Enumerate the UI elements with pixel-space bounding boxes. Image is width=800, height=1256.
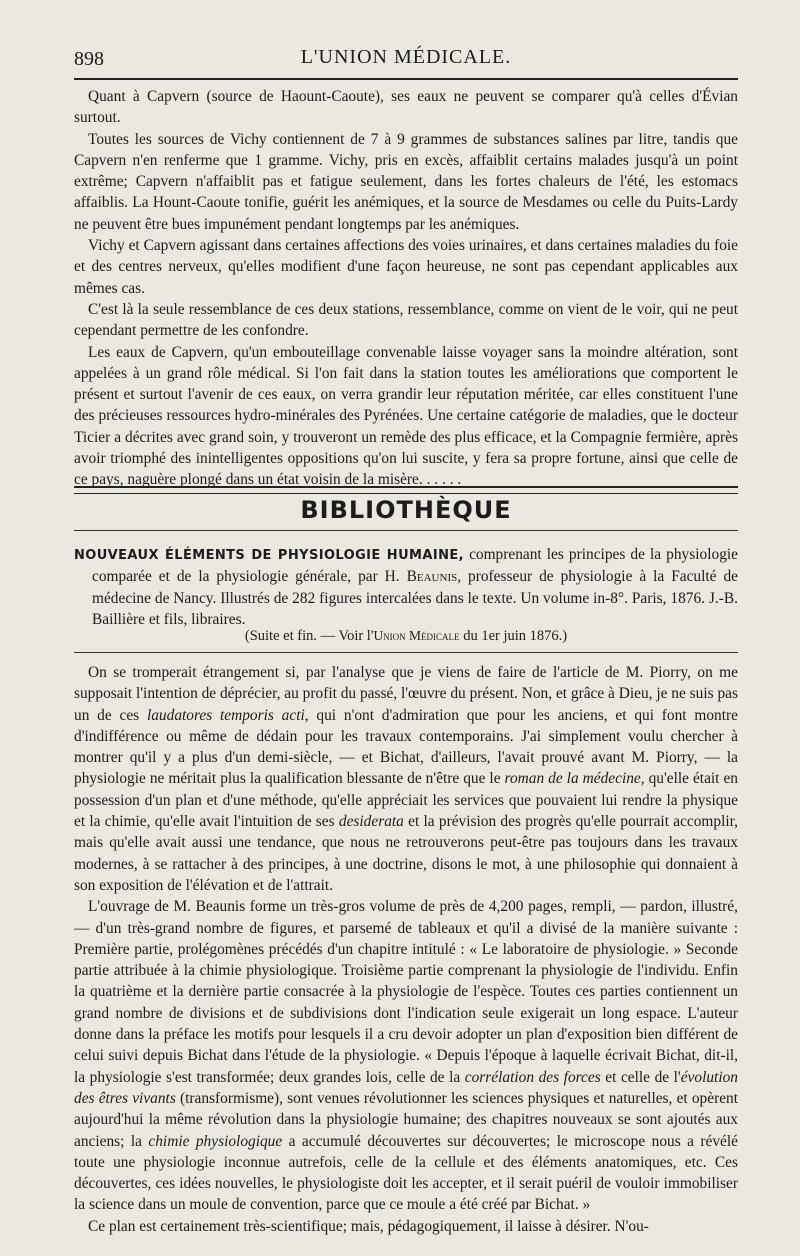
text-run: , qu'elle était en possession d'un plan et d'une méthode, qu'elle appréciait les services que pouvaient lui rendre la physique et la chimie, qu'elle avait l'intuition de ses — [74, 770, 738, 831]
paragraph: Vichy et Capvern agissant dans certaines affections des voies urinaires, et dans certaines maladies du foie et des centres nerveux, qu'elles modifient d'une façon heureuse, ne sont pas cependant applicables aux mêmes cas. — [74, 237, 738, 297]
short-rule — [74, 652, 738, 653]
running-title: L'UNION MÉDICALE. — [300, 46, 512, 68]
text-run: et celle de l' — [600, 1068, 681, 1086]
italic-phrase: desiderata — [338, 813, 404, 831]
book-description-continued: , professeur de physiologie à la Faculté de médecine de Nancy. Illustrés de 282 figures intercalées dans le texte. Un volume in-8°. Paris, 1876. J.-B. Baillière et fils, libraires. — [92, 568, 738, 628]
heading-rule — [74, 530, 738, 531]
latin-phrase: laudatores temporis acti — [146, 706, 305, 724]
paragraph-text: Les eaux de Capvern, qu'un embouteillage convenable laisse voyager sans la moindre altération, sont appelées à un grand rôle médical. Si l'on fait dans la station toutes les améliorations que comportent le présent et surtout l'avenir de ces eaux, on verra grandir leur réputation méritée, car elles constituent l'une des précieuses ressources hydro-minérales des Pyrénées. Une certaine catégorie de maladies, que le docteur Ticier a décrites avec grand soin, y trouveront un remède des plus efficace, et la Compagnie fermière, après avoir triomphé des inintelligentes oppositions qu'on lui suscite, y fera sa propre fortune, ainsi que celle de ce pays, naguère plongé dans un état voisin de la misère. — [74, 343, 738, 489]
paragraph: Toutes les sources de Vichy contiennent de 7 à 9 grammes de substances salines par litre, tandis que Capvern n'en renferme que 1 gramme. Vichy, pris en excès, affaiblit certains malades jusqu'à un point extrême; Capvern n'affaiblit pas et fatigue seulement, dans les fortes chaleurs de l'été, les estomacs affaiblis. La Hount-Caoute tonifie, guérit les anémiques, et la source de Mesdames ou celle du Puits-Lardy ne peuvent être bues impunément pendant longtemps par les anémiques. — [74, 130, 738, 233]
continuation-date: du 1er juin 1876.) — [459, 628, 568, 644]
text-run: , qui n'ont d'admiration que pour les anciens, et qui font montre d'indifférence ou même de dédain pour les travaux contemporains. J'ai simplement voulu chercher à montrer qu'il y a plus d'un demi-siècle, — et Bichat, d'ailleurs, l'avait prouvé avant M. Piorry, — la physiologie ne méritait plus la qualification blessante de n'être que le — [74, 706, 738, 788]
text-run: On se tromperait étrangement si, par l'analyse que je viens de faire de l'article de M. Piorry, on me supposait l'intention de déprécier, au profit du passé, l'œuvre du présent. Non, et grâce à Dieu, je ne suis pas un de ces — [74, 664, 738, 724]
review-text — [74, 662, 738, 1237]
continuation-text: (Suite et fin. — Voir l' — [244, 628, 374, 644]
text-run: (transformisme), sont venues révolutionner les sciences physiques et naturelles, et opèrent aujourd'hui la même révolution dans la physiologie humaine; des chapitres nouveaux se sont ajoutés aux anciens; la — [74, 1089, 738, 1150]
italic-phrase: corrélation des forces — [464, 1068, 601, 1086]
paragraph: Quant à Capvern (source de Haount-Caoute), ses eaux ne peuvent se comparer qu'à celles d'Évian surtout. — [74, 88, 738, 127]
continuation-note — [74, 628, 738, 645]
paragraph: Ce plan est certainement très-scientifique; mais, pédagogiquement, il laisse à désirer. N'ou- — [88, 1217, 649, 1235]
paragraph: C'est là la seule ressemblance de ces deux stations, ressemblance, comme on vient de le voir, qui ne peut cependant permettre de les confondre. — [74, 300, 738, 340]
italic-phrase: roman de la médecine — [504, 770, 641, 788]
text-run: a accumulé découvertes sur découvertes; le microscope nous a révélé toute une physiologie inconnue autrefois, celle de la cellule et des éléments anatomiques, etc. Ces découvertes, ces idées nouvelles, le physiologiste doit les accepter, et il serait puéril de vouloir immobiliser la science dans un moule de convention, parce que ce moule a été créé par Bichat. » — [74, 1132, 738, 1214]
header-rule — [74, 78, 738, 80]
page-header — [74, 44, 738, 70]
text-run: et la prévision des progrès qu'elle pourrait accomplir, mais qu'elle avait aussi une tendance, que nous ne retrouverons peut-être pas toujours dans les travaux modernes, à se rattacher à des principes, à une doctrine, disons le mot, à une philosophie qui donnaient à son exposition de l'élévation et de l'attrait. — [74, 813, 739, 894]
book-description: comprenant les principes de la physiologie comparée et de la physiologie générale, par H. — [92, 546, 738, 586]
section-divider — [74, 486, 738, 494]
section-title: BIBLIOTHÈQUE — [300, 496, 512, 524]
italic-phrase: évolution des êtres vivants — [74, 1068, 738, 1107]
italic-phrase: chimie physiologique — [148, 1132, 283, 1150]
text-run: L'ouvrage de M. Beaunis forme un très-gros volume de près de 4,200 pages, rempli, — pardon, illustré, — d'un très-grand nombre de figures, et parsemé de tableaux et qu'il a divisé de la manière suivante : Première partie, prolégomènes précédés d'un chapitre intitulé : « Le laboratoire de physiologie. » Seconde partie attribuée à la chimie physiologique. Troisième partie comprenant la physiologie de l'individu. Enfin la quatrième et la dernière partie consacrée à la physiologie de l'espèce. Toutes ces parties contiennent un grand nombre de divisions et de subdivisions dont l'indication seule exigerait un long espace. L'auteur donne dans la préface les motifs pour lesquels il a cru devoir adopter un plan d'exposition bien différent de celui suivi depuis Bichat dans l'étude de la physiologie. « Depuis l'époque à laquelle écrivait Bichat, dit-il, la physiologie s'est transformée; deux grandes lois, celle de la — [74, 898, 738, 1086]
page-number: 898 — [74, 48, 104, 70]
ellipsis: . . . . . — [426, 471, 462, 489]
book-title: NOUVEAUX ÉLÉMENTS DE PHYSIOLOGIE HUMAINE, — [74, 548, 464, 563]
paragraph — [74, 896, 738, 1215]
journal-name: Union Médicale — [373, 628, 460, 643]
paragraph — [74, 662, 738, 896]
capvern-article-conclusion — [74, 86, 738, 491]
paragraph — [74, 342, 738, 491]
book-reference — [74, 544, 738, 630]
book-author: Beaunis — [406, 568, 458, 586]
section-heading — [74, 496, 738, 524]
book-entry — [74, 544, 738, 630]
